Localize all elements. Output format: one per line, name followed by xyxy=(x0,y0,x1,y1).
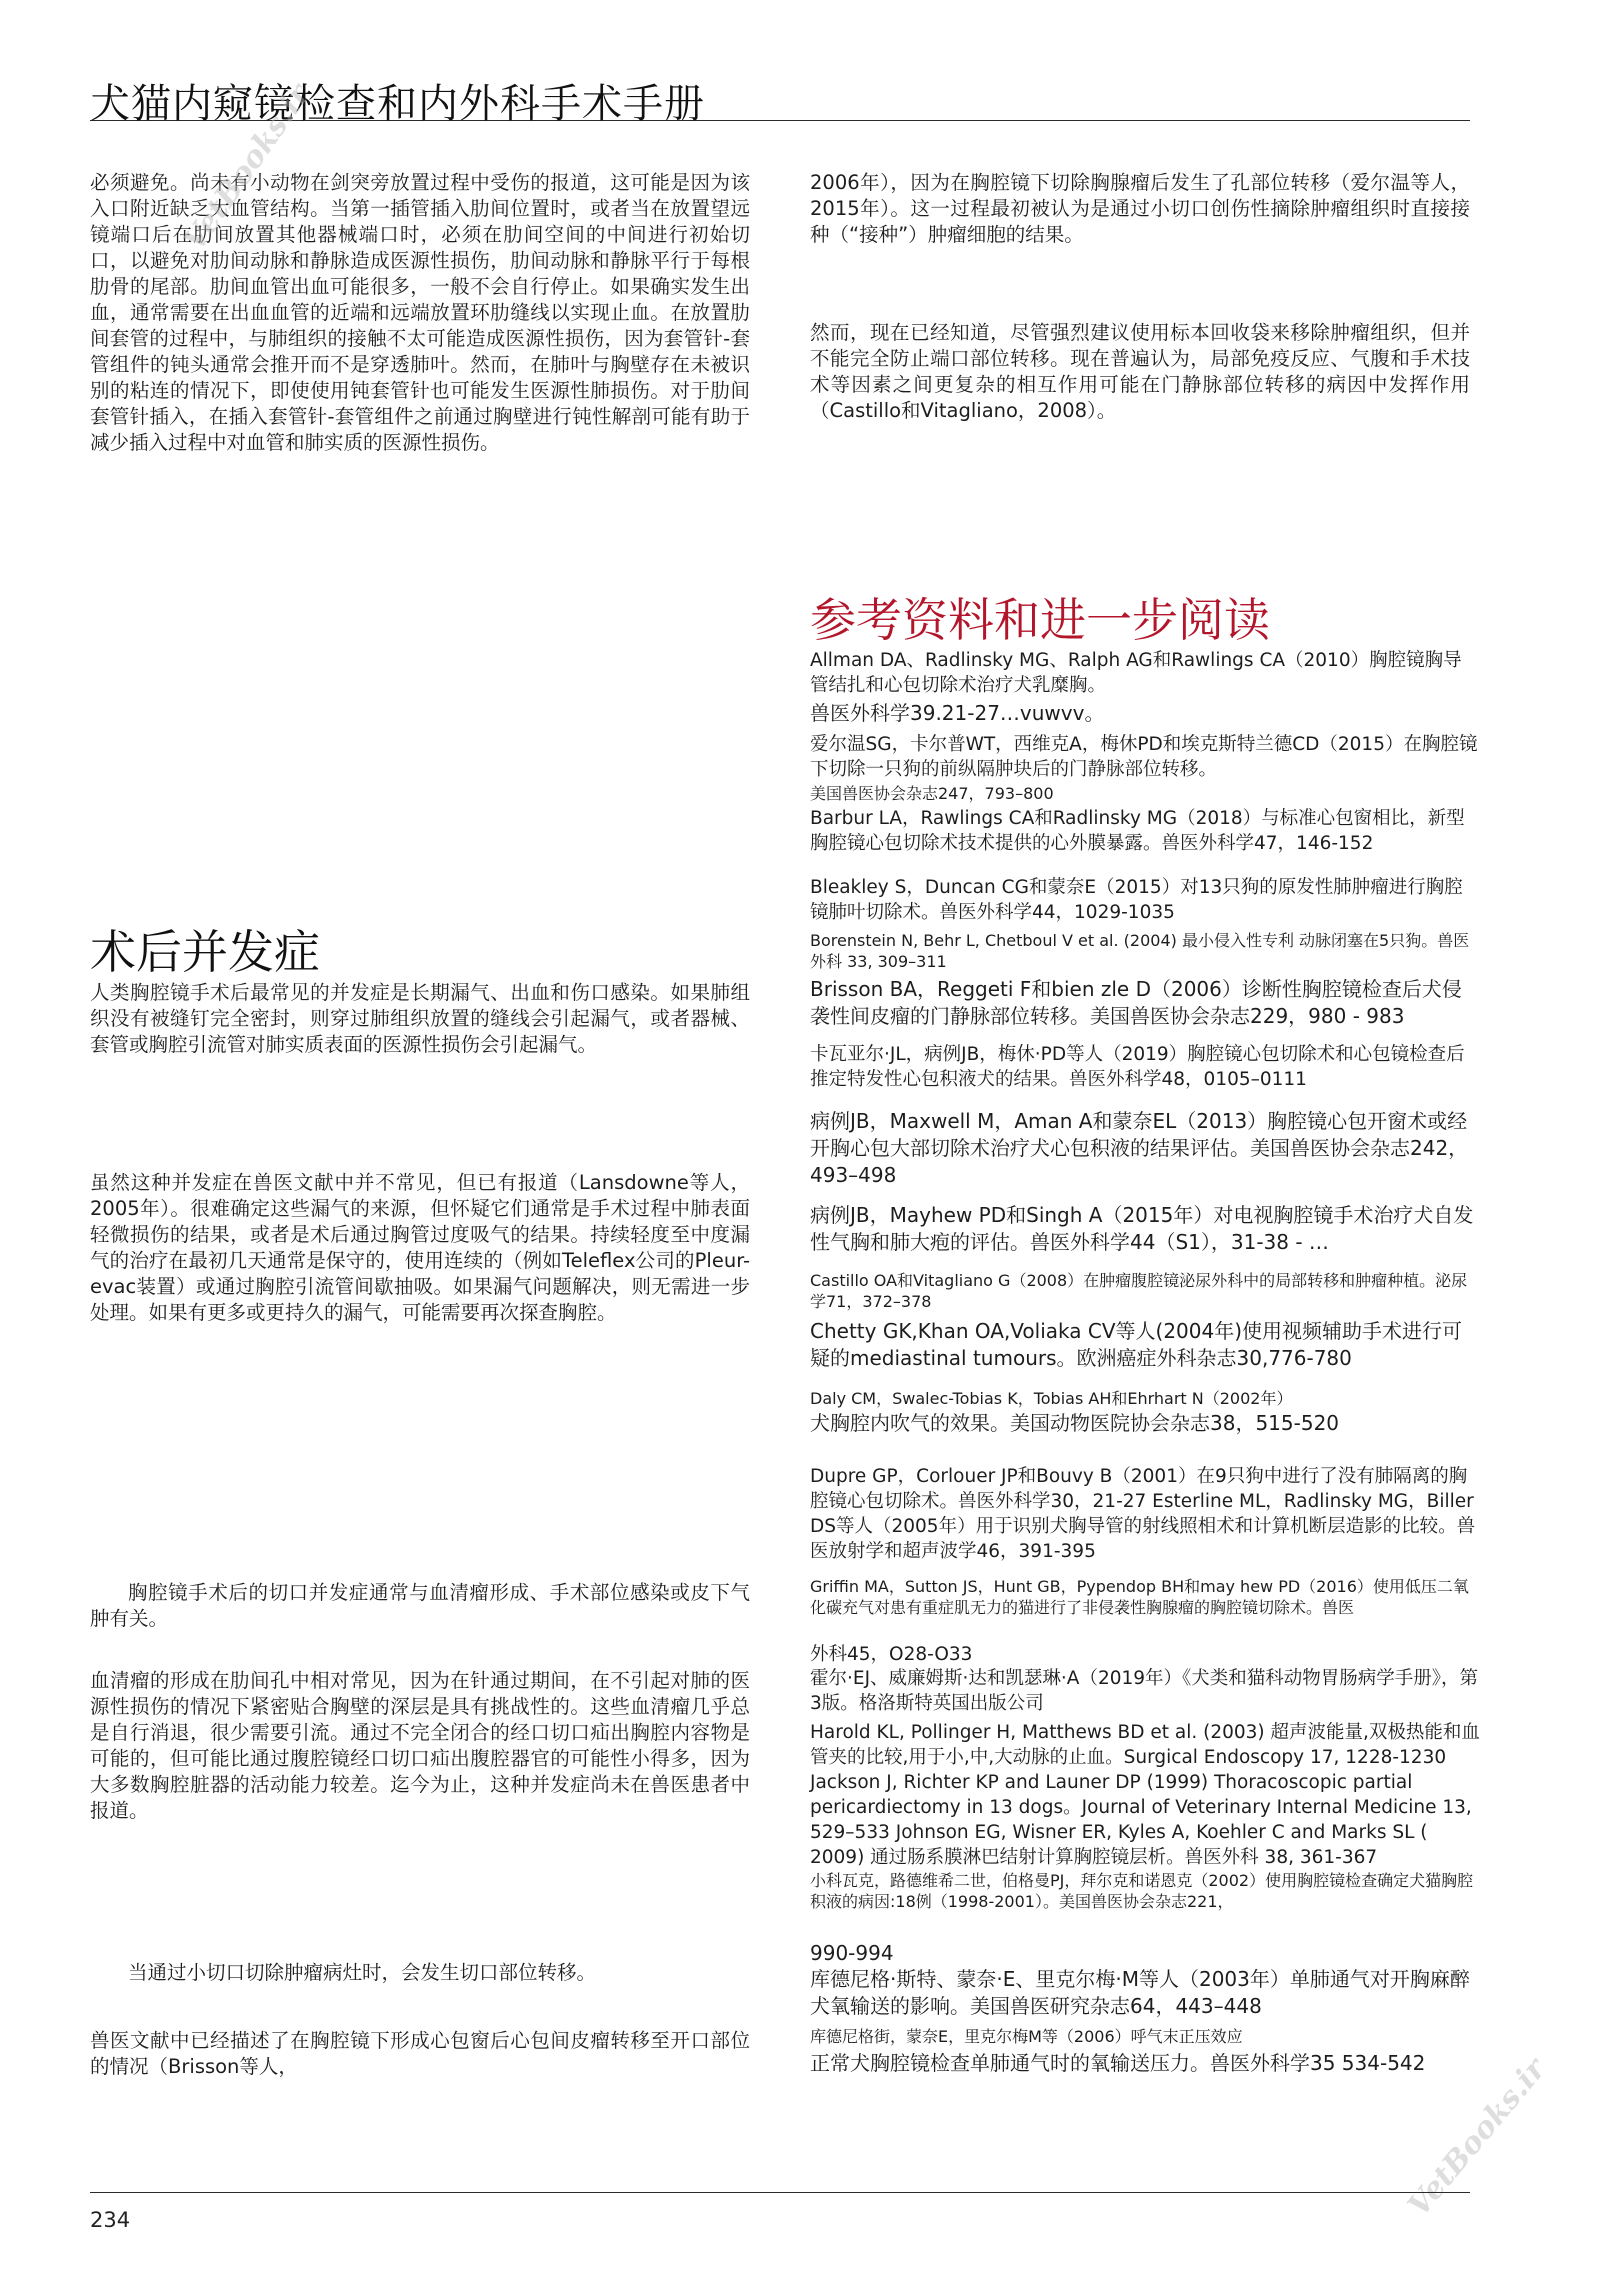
reference-entry: 库德尼格·斯特、蒙奈·E、里克尔梅·M等人（2003年）单肺通气对开胸麻醉犬氧输送的影响。美国兽医研究杂志64，443–448 xyxy=(810,1967,1470,2018)
body-paragraph: 必须避免。尚未有小动物在剑突旁放置过程中受伤的报道，这可能是因为该入口附近缺乏大血管结构。当第一插管插入肋间位置时，或者当在放置望远镜端口后在肋间放置其他器械端口时，必须在肋间空间的中间进行初始切口，以避免对肋间动脉和静脉造成医源性损伤，肋间动脉和静脉平行于每根肋骨的尾部。肋间血管出血可能很多，一般不会自行停止。如果确实发生出血，通常需要在出血血管的近端和远端放置环肋缝线以实现止血。在放置肋间套管的过程中，与肺组织的接触不太可能造成医源性损伤，因为套管针-套管组件的钝头通常会推开而不是穿透肺叶。然而，在肺叶与胸壁存在未被识别的粘连的情况下，即使使用钝套管针也可能发生医源性肺损伤。对于肋间套管针插入，在插入套管针-套管组件之前通过胸壁进行钝性解剖可能有助于减少插入过程中对血管和肺实质的医源性损伤。 xyxy=(90,171,750,454)
reference-entry: Barbur LA，Rawlings CA和Radlinsky MG（2018）与标准心包窗相比，新型胸腔镜心包切除术技术提供的心外膜暴露。兽医外科学47，146-152 xyxy=(810,808,1465,854)
reference-entry: 霍尔·EJ、威廉姆斯·达和凯瑟琳·A（2019年）《犬类和猫科动物胃肠病学手册》，第3版。格洛斯特英国出版公司 xyxy=(810,1668,1479,1714)
reference-entry: 病例JB，Maxwell M，Aman A和蒙奈EL（2013）胸腔镜心包开窗术或经开胸心包大部切除术治疗犬心包积液的结果评估。美国兽医协会杂志242，493–498 xyxy=(810,1109,1469,1187)
reference-entry: 库德尼格街，蒙奈E，里克尔梅M等（2006）呼气末正压效应 xyxy=(810,2027,1243,2046)
body-paragraph: 人类胸腔镜手术后最常见的并发症是长期漏气、出血和伤口感染。如果肺组织没有被缝钉完全密封，则穿过肺组织放置的缝线会引起漏气，或者器械、套管或胸腔引流管对肺实质表面的医源性损伤会引起漏气。 xyxy=(90,981,750,1056)
body-paragraph: 2006年），因为在胸腔镜下切除胸腺瘤后发生了孔部位转移（爱尔温等人，2015年）。这一过程最初被认为是通过小切口创伤性摘除肿瘤组织时直接接种（“接种”）肿瘤细胞的结果。 xyxy=(810,171,1470,246)
reference-entry: Castillo OA和Vitagliano G（2008）在肿瘤腹腔镜泌尿外科中的局部转移和肿瘤种植。泌尿学71，372–378 xyxy=(810,1271,1468,1311)
reference-entry: Dupre GP，Corlouer JP和Bouvy B（2001）在9只狗中进行了没有肺隔离的胸腔镜心包切除术。兽医外科学30，21-27 Esterline ML，Radlinsky MG，Biller DS等人（2005年）用于识别犬胸导管的射线照相术和计算机断层造影的比较。兽医放射学和超声波学46，391-395 xyxy=(810,1466,1476,1562)
reference-entry: Griffin MA，Sutton JS，Hunt GB，Pypendop BH和may hew PD（2016）使用低压二氧化碳充气对患有重症肌无力的猫进行了非侵袭性胸腺瘤的胸腔镜切除术。兽医 xyxy=(810,1577,1469,1617)
reference-entry: 病例JB，Mayhew PD和Singh A（2015年）对电视胸腔镜手术治疗犬自发性气胸和肺大疱的评估。兽医外科学44（S1），31-38 - … xyxy=(810,1203,1474,1254)
body-paragraph: 虽然这种并发症在兽医文献中并不常见，但已有报道（Lansdowne等人，2005年）。很难确定这些漏气的来源，但怀疑它们通常是手术过程中肺表面轻微损伤的结果，或者是术后通过胸管过度吸气的结果。持续轻度至中度漏气的治疗在最初几天通常是保守的，使用连续的（例如Teleflex公司的Pleur-evac装置）或通过胸腔引流管间歇抽吸。如果漏气问题解决，则无需进一步处理。如果有更多或更持久的漏气，可能需要再次探查胸腔。 xyxy=(90,1171,750,1324)
reference-entry: 990-994 xyxy=(810,1941,894,1965)
watermark: VetBooks.ir xyxy=(1401,2051,1553,2224)
body-paragraph: 然而，现在已经知道，尽管强烈建议使用标本回收袋来移除肿瘤组织，但并不能完全防止端口部位转移。现在普遍认为，局部免疫反应、气腹和手术技术等因素之间更复杂的相互作用可能在门静脉部位转移的病因中发挥作用（Castillo和Vitagliano，2008）。 xyxy=(810,321,1470,422)
page-number: 234 xyxy=(90,2208,131,2232)
reference-entry: 正常犬胸腔镜检查单肺通气时的氧输送压力。兽医外科学35 534-542 xyxy=(810,2051,1426,2075)
reference-entry: 卡瓦亚尔·JL，病例JB，梅休·PD等人（2019）胸腔镜心包切除术和心包镜检查后推定特发性心包积液犬的结果。兽医外科学48，0105–0111 xyxy=(810,1044,1465,1090)
section-heading-complications: 术后并发症 xyxy=(90,925,320,979)
reference-entry: Harold KL, Pollinger H, Matthews BD et al. (2003) 超声波能量,双极热能和血管夹的比较,用于小,中,大动脉的止血。Surgical Endoscopy 17, 1228-1230 Jackson J, Richter KP and Launer DP (1999) Thoracoscopic partial pericardiectomy in 13 dogs。Journal of Veterinary Internal Medicine 13, 529–533 Johnson EG, Wisner ER, Kyles A, Koehler C and Marks SL ( 2009) 通过肠系膜淋巴结射计算胸腔镜层析。兽医外科 38, 361-367 xyxy=(810,1722,1480,1868)
reference-entry: 美国兽医协会杂志247，793–800 xyxy=(810,784,1054,803)
book-title: 犬猫内窥镜检查和内外科手术手册 xyxy=(90,81,705,127)
section-heading-references: 参考资料和进一步阅读 xyxy=(810,593,1270,647)
body-paragraph: 胸腔镜手术后的切口并发症通常与血清瘤形成、手术部位感染或皮下气肿有关。 xyxy=(90,1581,750,1630)
reference-entry: 爱尔温SG，卡尔普WT，西维克A，梅休PD和埃克斯特兰德CD（2015）在胸腔镜下切除一只狗的前纵隔肿块后的门静脉部位转移。 xyxy=(810,734,1478,780)
body-paragraph: 血清瘤的形成在肋间孔中相对常见，因为在针通过期间，在不引起对肺的医源性损伤的情况下紧密贴合胸壁的深层是具有挑战性的。这些血清瘤几乎总是自行消退，很少需要引流。通过不完全闭合的经口切口疝出胸腔内容物是可能的，但可能比通过腹腔镜经口切口疝出腹腔器官的可能性小得多，因为大多数胸腔脏器的活动能力较差。迄今为止，这种并发症尚未在兽医患者中报道。 xyxy=(90,1669,750,1822)
reference-entry: Chetty GK,Khan OA,Voliaka CV等人(2004年)使用视频辅助手术进行可疑的mediastinal tumours。欧洲癌症外科杂志30,776-780 xyxy=(810,1319,1463,1370)
reference-entry: 外科45，O28-O33 xyxy=(810,1644,973,1665)
reference-entry: 犬胸腔内吹气的效果。美国动物医院协会杂志38，515-520 xyxy=(810,1411,1340,1435)
body-paragraph: 当通过小切口切除肿瘤病灶时，会发生切口部位转移。 xyxy=(128,1961,597,1984)
reference-entry: 兽医外科学39.21-27…vuwvv。 xyxy=(810,701,1105,725)
reference-entry: Borenstein N, Behr L, Chetboul V et al. (2004) 最小侵入性专利 动脉闭塞在5只狗。兽医外科 33, 309–311 xyxy=(810,931,1470,971)
footer-rule xyxy=(90,2192,1470,2193)
reference-entry: Brisson BA，Reggeti F和bien zle D（2006）诊断性胸腔镜检查后犬侵袭性间皮瘤的门静脉部位转移。美国兽医协会杂志229，980 - 983 xyxy=(810,977,1462,1028)
watermark: VetBooks.ir xyxy=(177,77,318,258)
reference-entry: Daly CM，Swalec-Tobias K，Tobias AH和Ehrhart N（2002年） xyxy=(810,1389,1293,1408)
reference-entry: 小科瓦克，路德维希二世，伯格曼PJ，拜尔克和诺恩克（2002）使用胸腔镜检查确定犬猫胸腔积液的病因:18例（1998-2001）。美国兽医协会杂志221， xyxy=(810,1871,1474,1911)
reference-entry: Bleakley S，Duncan CG和蒙奈E（2015）对13只狗的原发性肺肿瘤进行胸腔镜肺叶切除术。兽医外科学44，1029-1035 xyxy=(810,877,1463,923)
body-paragraph: 兽医文献中已经描述了在胸腔镜下形成心包窗后心包间皮瘤转移至开口部位的情况（Brisson等人， xyxy=(90,2029,750,2078)
reference-entry: Allman DA、Radlinsky MG、Ralph AG和Rawlings CA（2010）胸腔镜胸导管结扎和心包切除术治疗犬乳糜胸。 xyxy=(810,650,1462,696)
